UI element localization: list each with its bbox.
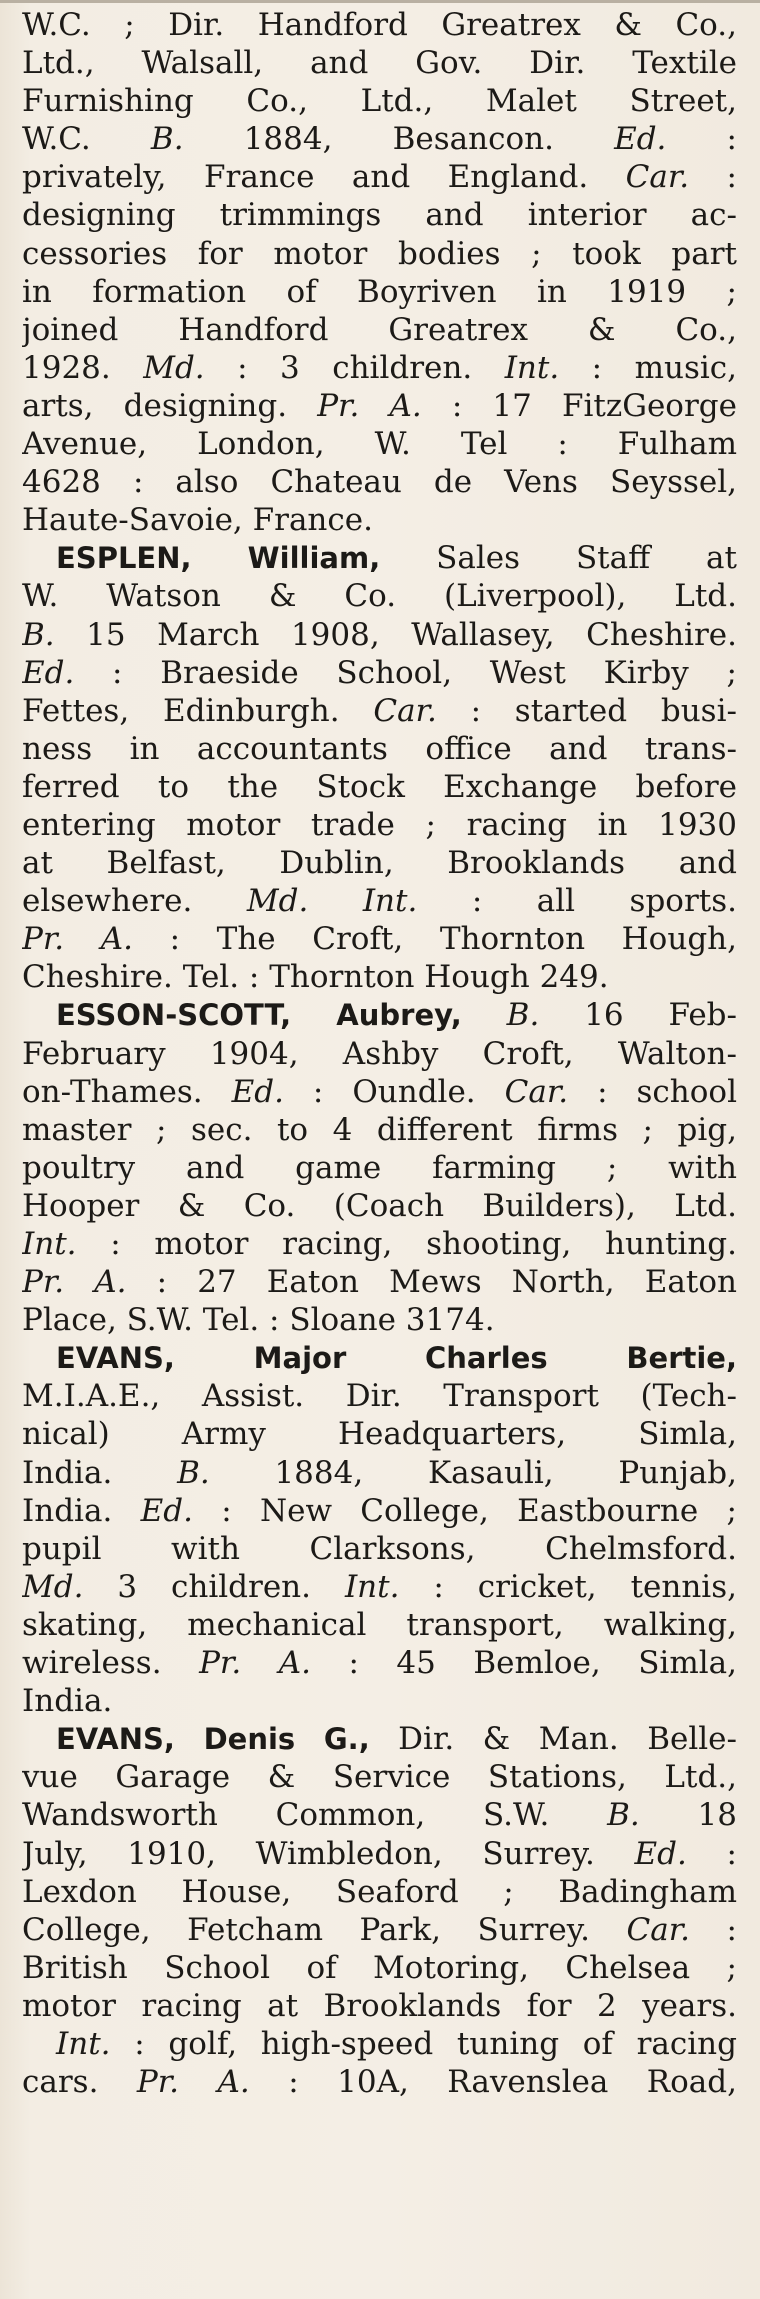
- text-segment: ferred to the Stock Exchange before: [22, 768, 737, 805]
- text-segment: : motor racing, shooting, hunting.: [76, 1226, 737, 1262]
- italic-abbreviation: B.: [506, 997, 540, 1034]
- text-segment: 1928.: [22, 349, 144, 386]
- text-line: [22, 958, 737, 996]
- text-segment: master ; sec. to 4 different firms ; pig,: [22, 1111, 737, 1148]
- text-line: [22, 1263, 737, 1301]
- text-segment: in formation of Boyriven in 1919 ;: [22, 273, 737, 310]
- text-line: [22, 1187, 737, 1225]
- text-segment: : Braeside School, West Kirby ;: [74, 654, 737, 691]
- text-line: [22, 1682, 737, 1720]
- text-segment: motor racing at Brooklands for 2 years.: [22, 1987, 737, 2024]
- text-segment: skating, mechanical transport, walking,: [22, 1606, 737, 1643]
- text-line: [22, 425, 737, 463]
- italic-abbreviation: Ed.: [140, 1492, 193, 1529]
- italic-abbreviation: Int.: [362, 883, 418, 920]
- text-line: [22, 463, 737, 501]
- text-segment: India.: [22, 1683, 113, 1720]
- text-line: [22, 1492, 737, 1530]
- text-segment: W. Watson & Co. (Liverpool), Ltd.: [22, 578, 737, 615]
- text-line: [22, 387, 737, 425]
- text-segment: Cheshire. Tel. : Thornton Hough 249.: [22, 959, 609, 996]
- italic-abbreviation: B.: [607, 1797, 640, 1834]
- text-segment: India.: [22, 1454, 178, 1491]
- entry-first-line: [22, 2025, 737, 2063]
- text-line: [22, 6, 737, 44]
- entry-heading-name: EVANS, Major Charles Bertie,: [56, 1341, 737, 1376]
- italic-abbreviation: Pr. A.: [199, 1645, 311, 1682]
- text-line: [22, 1911, 737, 1949]
- italic-abbreviation: Ed.: [634, 1835, 687, 1872]
- text-line: [22, 616, 737, 654]
- text-line: [22, 120, 737, 158]
- entry-first-line: [22, 1720, 737, 1758]
- text-segment: 3 children.: [83, 1568, 345, 1605]
- text-line: [22, 1035, 737, 1073]
- text-line: [22, 920, 737, 958]
- text-line: [22, 1530, 737, 1568]
- text-segment: W.C. ; Dir. Handford Greatrex & Co.,: [22, 7, 737, 43]
- text-segment: [308, 883, 362, 919]
- text-segment: : cricket, tennis,: [399, 1568, 737, 1605]
- italic-abbreviation: Ed.: [614, 121, 667, 158]
- text-segment: :: [686, 1835, 737, 1872]
- text-segment: on-Thames.: [22, 1073, 232, 1110]
- text-segment: : started busi-: [436, 692, 737, 729]
- text-segment: 15 March 1908, Wallasey, Cheshire.: [54, 616, 737, 653]
- text-segment: Fettes, Edinburgh.: [22, 692, 374, 729]
- text-line: [22, 1758, 737, 1796]
- text-line: [22, 1301, 737, 1339]
- text-segment: India.: [22, 1492, 141, 1529]
- text-line: [22, 235, 737, 273]
- text-line: [22, 1111, 737, 1149]
- text-line: [22, 1835, 737, 1873]
- italic-abbreviation: B.: [22, 616, 55, 653]
- text-segment: arts, designing.: [22, 387, 318, 424]
- text-line: [22, 1454, 737, 1492]
- text-segment: 18: [639, 1797, 737, 1834]
- text-segment: ness in accountants office and trans-: [22, 730, 737, 767]
- text-segment: [462, 997, 507, 1033]
- text-segment: Wandsworth Common, S.W.: [22, 1797, 608, 1834]
- italic-abbreviation: Ed.: [231, 1073, 284, 1110]
- italic-abbreviation: Car.: [625, 159, 690, 196]
- text-line: [22, 311, 737, 349]
- italic-abbreviation: B.: [177, 1454, 210, 1491]
- entry-heading-name: EVANS, Denis G.,: [56, 1722, 370, 1757]
- text-line: [22, 273, 737, 311]
- text-segment: elsewhere.: [22, 883, 247, 920]
- text-segment: : school: [568, 1073, 737, 1110]
- text-segment: 1884, Kasauli, Punjab,: [209, 1454, 737, 1491]
- text-line: [22, 44, 737, 82]
- text-segment: entering motor trade ; racing in 1930: [22, 806, 737, 843]
- italic-abbreviation: Car.: [373, 692, 437, 729]
- text-segment: Furnishing Co., Ltd., Malet Street,: [22, 83, 737, 120]
- text-segment: Lexdon House, Seaford ; Badingham: [22, 1873, 737, 1910]
- text-line: [22, 158, 737, 196]
- text-segment: pupil with Clarksons, Chelmsford.: [22, 1530, 737, 1567]
- text-segment: cessories for motor bodies ; took part: [22, 235, 737, 272]
- text-segment: : all sports.: [417, 883, 737, 920]
- text-segment: February 1904, Ashby Croft, Walton-: [22, 1035, 737, 1072]
- text-segment: designing trimmings and interior ac-: [22, 197, 737, 234]
- text-segment: privately, France and England.: [22, 159, 626, 196]
- italic-abbreviation: Md.: [143, 349, 205, 386]
- text-segment: College, Fetcham Park, Surrey.: [22, 1911, 627, 1948]
- italic-abbreviation: Ed.: [22, 654, 75, 691]
- text-segment: : golf, high-speed tuning of racing: [110, 2025, 737, 2062]
- italic-abbreviation: B.: [150, 121, 184, 158]
- text-segment: joined Handford Greatrex & Co.,: [22, 311, 737, 348]
- text-segment: Haute-Savoie, France.: [22, 502, 373, 539]
- text-line: [22, 349, 737, 387]
- text-line: [22, 1644, 737, 1682]
- text-line: [22, 1225, 737, 1263]
- text-segment: : 45 Bemloe, Simla,: [310, 1645, 737, 1682]
- italic-abbreviation: Pr. A.: [22, 921, 133, 958]
- text-segment: 1884, Besancon.: [183, 121, 615, 158]
- entry-first-line: [22, 1339, 737, 1377]
- text-segment: :: [689, 1911, 737, 1948]
- text-segment: poultry and game farming ; with: [22, 1149, 737, 1186]
- text-segment: 4628 : also Chateau de Vens Seyssel,: [22, 464, 737, 501]
- text-segment: wireless.: [22, 1645, 200, 1682]
- text-segment: cars.: [22, 2064, 137, 2101]
- text-line: [22, 1415, 737, 1453]
- text-line: [22, 768, 737, 806]
- text-segment: at Belfast, Dublin, Brooklands and: [22, 845, 737, 882]
- italic-abbreviation: Md.: [246, 883, 309, 920]
- italic-abbreviation: Car.: [504, 1073, 569, 1110]
- italic-abbreviation: Car.: [626, 1911, 690, 1948]
- text-line: [22, 577, 737, 615]
- text-segment: Dir. & Man. Belle-: [369, 1721, 737, 1758]
- top-rule: [0, 0, 760, 3]
- text-line: [22, 1568, 737, 1606]
- text-segment: :: [666, 121, 737, 158]
- text-line: [22, 1873, 737, 1911]
- text-segment: : 10A, Ravenslea Road,: [249, 2064, 737, 2101]
- text-line: [22, 882, 737, 920]
- italic-abbreviation: Md.: [22, 1568, 84, 1605]
- text-segment: M.I.A.E., Assist. Dir. Transport (Tech-: [22, 1378, 737, 1415]
- text-segment: Place, S.W. Tel. : Sloane 3174.: [22, 1302, 495, 1339]
- text-line: [22, 82, 737, 120]
- italic-abbreviation: Pr. A.: [317, 387, 422, 424]
- text-segment: July, 1910, Wimbledon, Surrey.: [22, 1835, 635, 1872]
- text-segment: Sales Staff at: [380, 540, 737, 577]
- italic-abbreviation: Int.: [344, 1568, 400, 1605]
- text-line: [22, 1606, 737, 1644]
- text-line: [22, 1796, 737, 1834]
- entry-heading-name: ESPLEN, William,: [56, 541, 381, 576]
- text-segment: : 3 children.: [204, 349, 505, 386]
- text-segment: : 17 FitzGeorge: [421, 387, 737, 424]
- entry-first-line: [22, 539, 737, 577]
- text-segment: : 27 Eaton Mews North, Eaton: [126, 1264, 737, 1301]
- text-line: [22, 1949, 737, 1987]
- text-segment: vue Garage & Service Stations, Ltd.,: [22, 1759, 737, 1796]
- text-line: [22, 1377, 737, 1415]
- text-line: [22, 196, 737, 234]
- text-column: [22, 6, 737, 2101]
- text-segment: : music,: [559, 349, 737, 386]
- italic-abbreviation: Int.: [504, 349, 560, 386]
- text-segment: nical) Army Headquarters, Simla,: [22, 1416, 737, 1453]
- text-line: [22, 501, 737, 539]
- text-line: [22, 1149, 737, 1187]
- text-line: [22, 692, 737, 730]
- text-segment: 16 Feb-: [539, 997, 737, 1034]
- text-line: [22, 730, 737, 768]
- text-segment: Avenue, London, W. Tel : Fulham: [22, 426, 737, 463]
- italic-abbreviation: Int.: [22, 1226, 77, 1262]
- text-segment: : Oundle.: [283, 1073, 505, 1110]
- text-segment: : The Croft, Thornton Hough,: [132, 921, 737, 958]
- text-line: [22, 806, 737, 844]
- text-segment: :: [689, 159, 737, 196]
- italic-abbreviation: Pr. A.: [22, 1264, 127, 1301]
- entry-first-line: [22, 996, 737, 1034]
- text-line: [22, 654, 737, 692]
- text-segment: Hooper & Co. (Coach Builders), Ltd.: [22, 1187, 737, 1224]
- text-line: [22, 844, 737, 882]
- text-segment: : New College, Eastbourne ;: [192, 1492, 737, 1529]
- text-segment: Ltd., Walsall, and Gov. Dir. Textile: [22, 45, 737, 82]
- italic-abbreviation: Int.: [56, 2025, 111, 2062]
- text-line: [22, 1987, 737, 2025]
- text-segment: W.C.: [22, 121, 151, 158]
- italic-abbreviation: Pr. A.: [136, 2064, 250, 2101]
- text-segment: British School of Motoring, Chelsea ;: [22, 1949, 737, 1986]
- entry-heading-name: ESSON-SCOTT, Aubrey,: [56, 998, 462, 1033]
- text-line: [22, 1073, 737, 1111]
- text-line: [22, 2063, 737, 2101]
